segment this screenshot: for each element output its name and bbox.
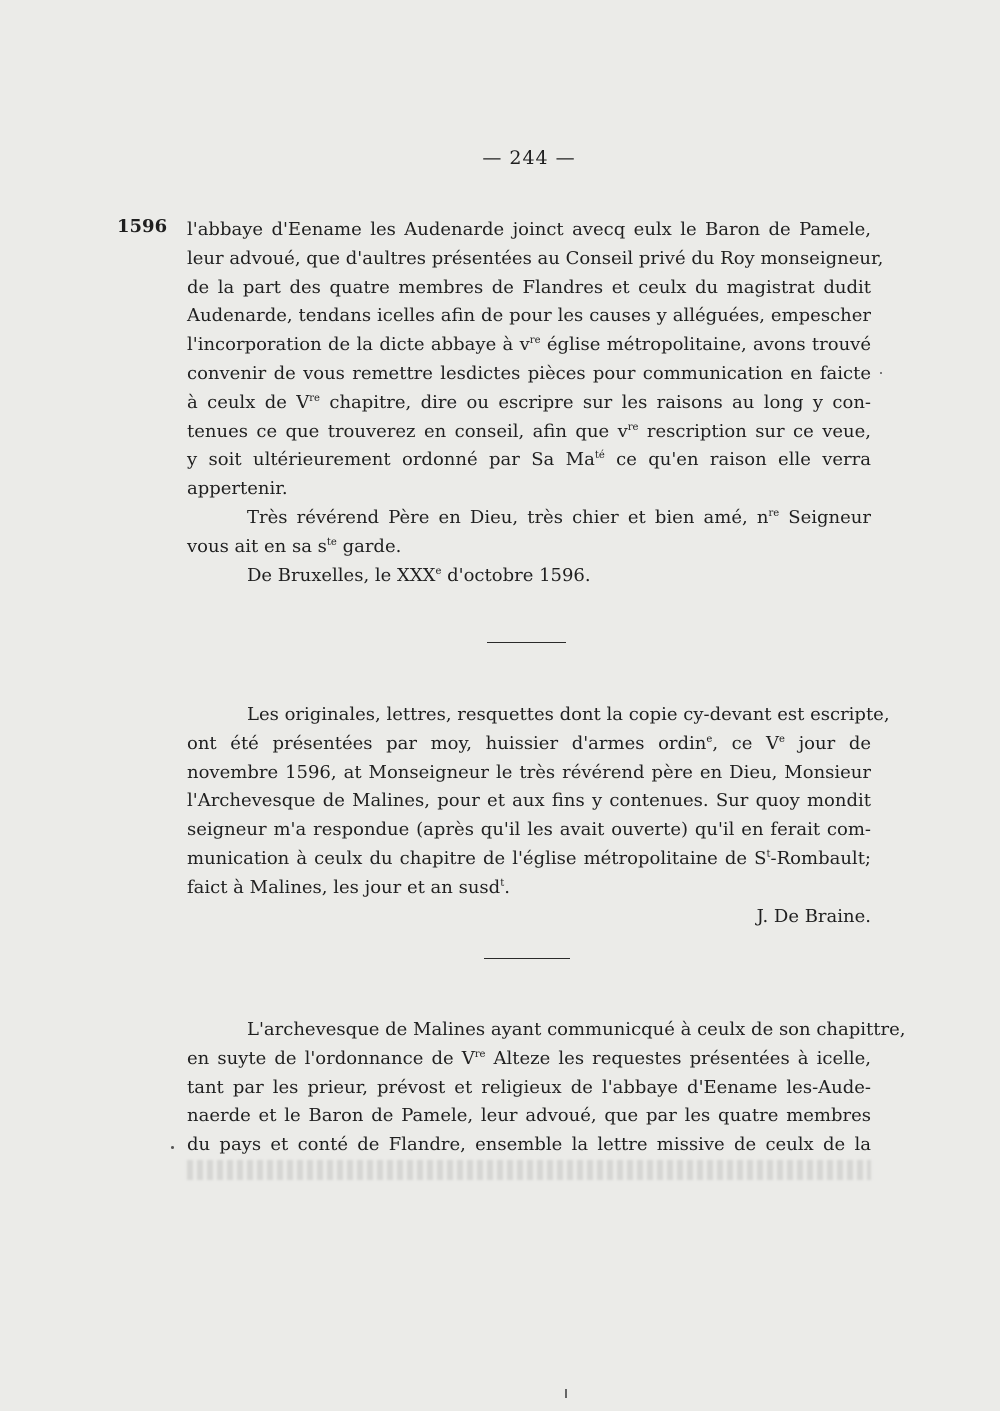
text-line: l'abbaye d'Eename les Audenarde joinct avecq eulx le Baron de Pamele, (187, 219, 871, 240)
text-line: y soit ultérieurement ordonné par Sa $Ma^{té}$ ce qu'en raison elle verra (187, 449, 871, 471)
section-divider (487, 642, 566, 643)
text-line: faict à Malines, les jour et an susd$^t$. (187, 876, 510, 898)
dateline: De Bruxelles, le XXXe d'octobre 1596. (247, 564, 591, 586)
text-line: leur advoué, que d'aultres présentées au Conseil privé du Roy monseigneur, (187, 247, 884, 269)
text-line: convenir de vous remettre lesdictes pièces pour communication en faicte (187, 362, 871, 384)
text-line: Audenarde, tendans icelles afin de pour les causes y alléguées, empescher (187, 305, 871, 327)
ink-speck (880, 372, 882, 374)
text-line: seigneur m'a respondue (après qu'il les avait ouverte) qu'il en ferait com- (187, 819, 871, 841)
section-divider (484, 958, 570, 959)
page-mark (565, 1389, 567, 1398)
closing-line: vous ait en sa $s^{te}$ garde. (187, 535, 402, 557)
closing-body (187, 1016, 906, 1160)
text-line: de la part des quatre membres de Flandres et ceulx du magistrat dudit (187, 276, 871, 298)
signature: J. De Braine. (756, 905, 871, 927)
text-line: tant par les prieur, prévost et religieux de l'abbaye d'Eename les-Aude- (187, 1076, 871, 1098)
text-line: tenues ce que trouverez en conseil, afin que $v^{re}$ rescription sur ce veue, (187, 420, 871, 442)
text-line: l'incorporation de la dicte abbaye à $v^{re}$ église métropolitaine, avons trouvé (187, 334, 871, 356)
text-line: ont été présentées par moy, huissier d'armes ordin$^e$, ce Ve jour de (187, 732, 872, 754)
text-line: à ceulx de Vre chapitre, dire ou escripre sur les raisons au long y con- (187, 391, 871, 413)
text-line: en suyte de l'ordonnance de Vre Alteze les requestes présentées à icelle, (187, 1047, 871, 1069)
closing-line: Très révérend Père en Dieu, très chier et bien amé, $n^{re}$ Seigneur (247, 506, 871, 528)
text-line: munication à ceulx du chapitre de l'église métropolitaine de $S^t$-Rombault; (187, 847, 871, 869)
margin-year: 1596 (117, 216, 168, 237)
text-line: Les originales, lettres, resquettes dont la copie cy-devant est escripte, (247, 704, 890, 725)
text-line: L'archevesque de Malines ayant communicqué à ceulx de son chapittre, (247, 1019, 906, 1040)
show-through-text (187, 1160, 871, 1180)
text-line: du pays et conté de Flandre, ensemble la lettre missive de ceulx de la (187, 1134, 871, 1156)
page-number: — 244 — (482, 147, 576, 169)
text-line: l'Archevesque de Malines, pour et aux fins y contenues. Sur quoy mondit (187, 790, 871, 812)
text-line: novembre 1596, at Monseigneur le très révérend père en Dieu, Monsieur (187, 761, 871, 783)
text-line: appertenir. (187, 478, 288, 500)
attestation-body (187, 701, 890, 931)
text-line: naerde et le Baron de Pamele, leur advoué, que par les quatre membres (187, 1105, 871, 1127)
letter-body (187, 216, 884, 590)
ink-speck (171, 1146, 174, 1149)
